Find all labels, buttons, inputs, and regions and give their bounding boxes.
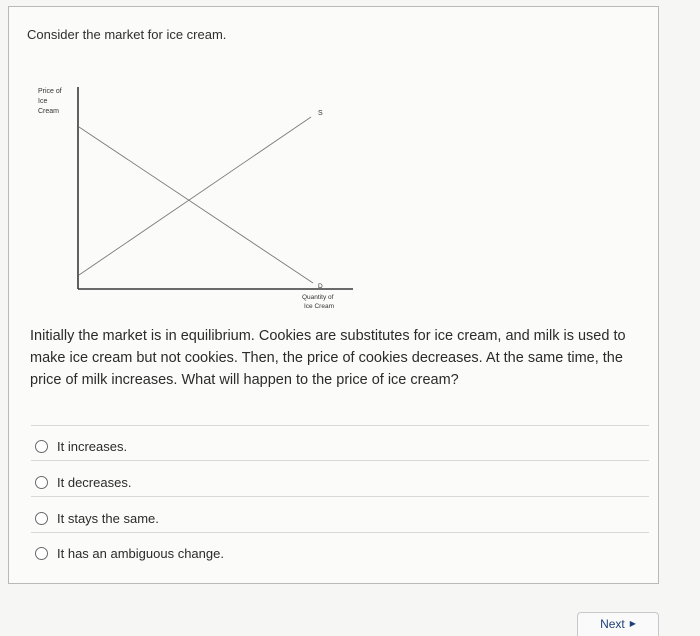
intro-text: Consider the market for ice cream.	[27, 27, 227, 42]
divider	[31, 496, 649, 497]
answer-option-ambiguous[interactable]	[35, 546, 224, 561]
option-label: It stays the same.	[57, 511, 159, 526]
option-label: It decreases.	[57, 475, 132, 490]
supply-demand-graph	[35, 85, 375, 325]
x-axis-label-line2: Ice Cream	[304, 303, 334, 310]
divider	[31, 532, 649, 533]
x-axis-label-line1: Quantity of	[302, 294, 334, 301]
radio-button[interactable]	[35, 440, 48, 453]
option-label: It increases.	[57, 439, 128, 454]
divider	[31, 425, 649, 426]
next-arrow-icon: ▶	[629, 619, 636, 628]
demand-curve	[79, 127, 313, 283]
supply-label: S	[318, 110, 323, 117]
question-card	[8, 6, 659, 584]
question-text: Initially the market is in equilibrium. Cookies are substitutes for ice cream, and milk is used to make ice cream but not cookies. Then, the price of cookies decreases. At the same time, the price of milk increases. What will happen to the price of ice cream?	[30, 328, 626, 388]
answer-option-increases[interactable]	[35, 439, 127, 454]
radio-button[interactable]	[35, 547, 48, 560]
radio-button[interactable]	[35, 476, 48, 489]
answer-option-stays-same[interactable]	[35, 511, 159, 526]
demand-label: D	[318, 283, 323, 290]
y-axis-label-line3: Cream	[38, 108, 60, 115]
graph-svg	[35, 85, 375, 325]
option-label: It has an ambiguous change.	[57, 546, 224, 561]
answer-option-decreases[interactable]	[35, 475, 131, 490]
next-button[interactable]	[577, 612, 659, 636]
next-button-label: Next	[600, 617, 625, 631]
y-axis-label-line2: Ice	[38, 98, 48, 105]
divider	[31, 460, 649, 461]
supply-curve	[79, 117, 311, 275]
y-axis-label-line1: Price of	[38, 88, 62, 95]
radio-button[interactable]	[35, 512, 48, 525]
